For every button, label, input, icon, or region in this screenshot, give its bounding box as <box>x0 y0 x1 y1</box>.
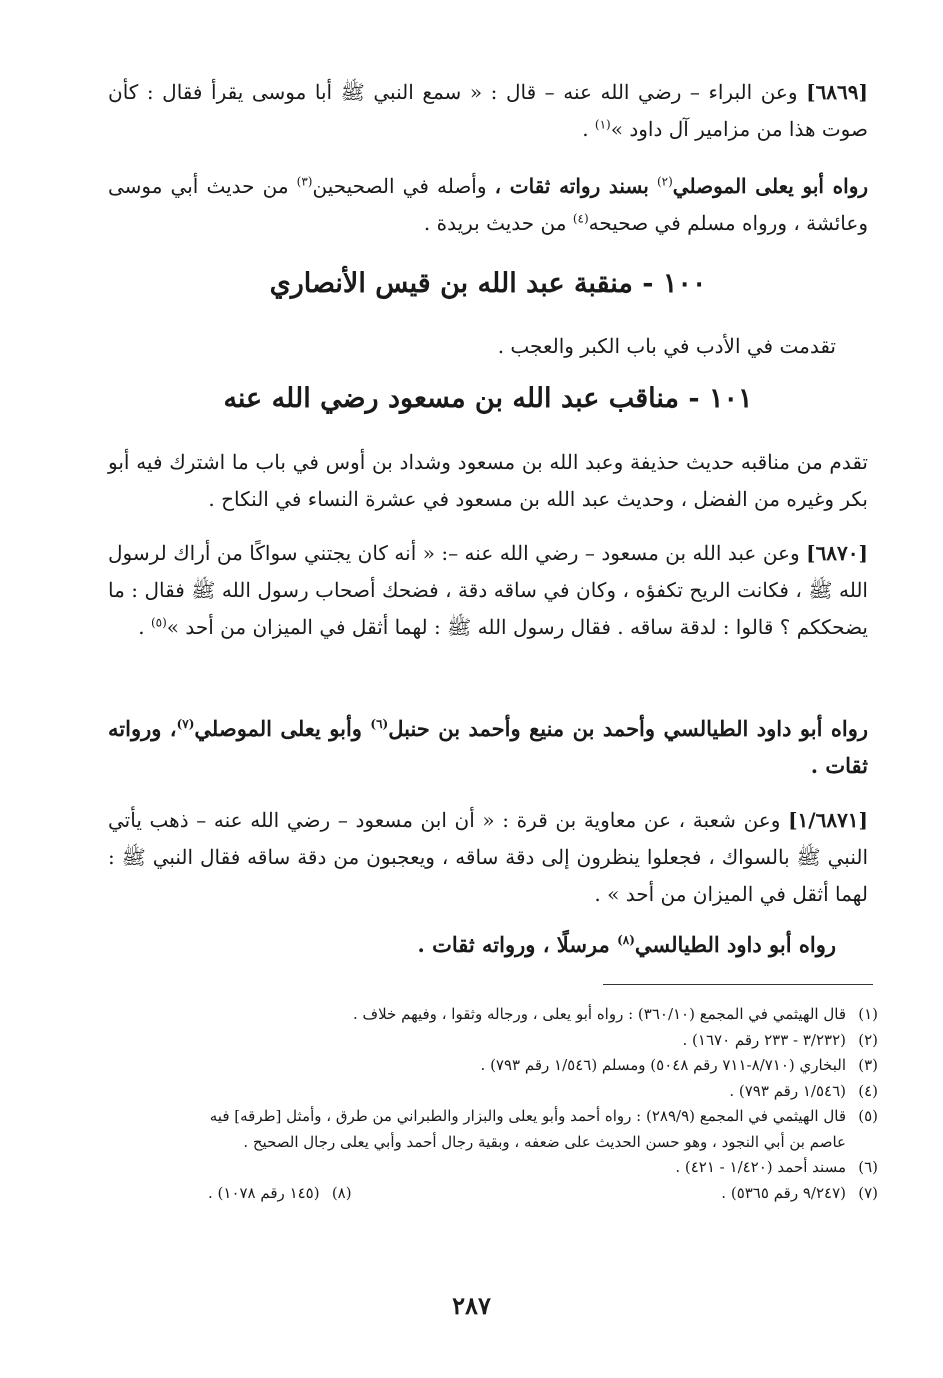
hadith-end: . <box>138 615 145 639</box>
footnote-continuation: عاصم بن أبي النجود ، وهو حسن الحديث على ضعفه ، وبقية رجال أحمد وأبي يعلى رجال الصحيح . <box>243 1132 846 1151</box>
hadith-text: وعن البراء – رضي الله عنه – قال : « سمع النبي ﷺ أبا موسى يقرأ فقال : كأن صوت هذا من مزامير آل داود » <box>108 80 868 141</box>
footnote-ref: (٤) <box>572 211 589 226</box>
footnote-text: (١٤٥ رقم ١٠٧٨) . <box>208 1183 320 1202</box>
hadith-text: وعن عبد الله بن مسعود – رضي الله عنه –: « أنه كان يجتني سواكًا من أراك لرسول الله ﷺ ، فكانت الريح تكفؤه ، وكان في ساقه دقة ، فضحك أصحاب رسول الله ﷺ فقال : ما يضحككم ؟ قالوا : لدقة ساقه . فقال رسول الله ﷺ : لهما أثقل في الميزان من أحد » <box>108 541 868 639</box>
footnote-ref: (٥) <box>150 615 167 630</box>
hadith-text: وعن شعبة ، عن معاوية بن قرة : « أن ابن مسعود – رضي الله عنه – ذهب يأتي النبي ﷺ بالسواك ، فجعلوا ينظرون إلى دقة ساقه ، ويعجبون من دقة ساقه فقال النبي ﷺ : لهما أثقل في الميزان من أحد » . <box>108 808 868 906</box>
hadith-number: [٦٨٦٩] <box>806 80 868 104</box>
footnote-1 <box>108 1002 878 1028</box>
footnote-6 <box>108 1155 878 1181</box>
footnote-number: (٨) <box>331 1183 352 1202</box>
footnote-separator <box>603 984 873 985</box>
takhrij-source: رواه أبو يعلى الموصلي <box>672 174 869 198</box>
footnote-text: (٣/٢٣٢ - ٢٣٣ رقم ١٦٧٠) . <box>682 1030 846 1049</box>
takhrij-6870 <box>108 710 868 784</box>
takhrij-6869 <box>108 168 868 242</box>
footnote-text: (١/٥٤٦ رقم ٧٩٣) . <box>729 1081 846 1100</box>
footnote-4 <box>108 1079 878 1105</box>
footnote-ref: (٣) <box>296 174 313 189</box>
hadith-6871 <box>108 802 868 913</box>
footnote-ref: (٢) <box>656 174 673 189</box>
footnote-2 <box>108 1028 878 1054</box>
footnote-text: قال الهيثمي في المجمع (٣٦٠/١٠) : رواه أبو يعلى ، ورجاله وثقوا ، وفيهم خلاف . <box>353 1005 846 1023</box>
takhrij-grade: مرسلًا ، ورواته ثقات . <box>417 932 610 957</box>
page-number: ٢٨٧ <box>452 1291 491 1320</box>
chapter-heading-101: ١٠١ - مناقب عبد الله بن مسعود رضي الله عنه <box>223 383 753 414</box>
footnote-text: (٩/٢٤٧ رقم ٥٣٦٥) . <box>721 1183 846 1202</box>
chapter-note: تقدمت في الأدب في باب الكبر والعجب . <box>497 334 836 358</box>
footnotes <box>108 1002 878 1206</box>
footnote-8 <box>208 1181 352 1207</box>
takhrij-source-2: وأبو يعلى الموصلي <box>194 716 362 741</box>
footnote-text: البخاري (٨/٧١٠-٧١١ رقم ٥٠٤٨) ومسلم (١/٥٤٦ رقم ٧٩٣) . <box>480 1056 846 1074</box>
takhrij-end: من حديث بريدة . <box>423 211 567 235</box>
takhrij-grade: ، ورواته ثقات . <box>108 716 868 778</box>
chapter-heading-100: ١٠٠ - منقبة عبد الله بن قيس الأنصاري <box>269 268 707 299</box>
footnote-number: (٢) <box>858 1030 878 1049</box>
footnote-number: (٤) <box>858 1081 878 1100</box>
footnote-ref: (١) <box>594 117 611 132</box>
takhrij-6871 <box>108 926 868 963</box>
footnote-7 <box>721 1181 878 1207</box>
footnote-ref: (٦) <box>370 717 389 731</box>
takhrij-grade: بسند رواته ثقات ، <box>494 174 649 198</box>
footnote-row-7-8 <box>108 1181 878 1207</box>
footnote-number: (١) <box>858 1005 878 1023</box>
hadith-number: [١/٦٨٧١] <box>788 808 869 832</box>
hadith-end: . <box>582 117 589 141</box>
takhrij-origin: وأصله في الصحيحين <box>312 174 487 198</box>
footnote-text: قال الهيثمي في المجمع (٢٨٩/٩) : رواه أحمد وأبو يعلى والبزار والطبراني من طرق ، وأمثل [طرقه] فيه <box>209 1107 846 1125</box>
footnote-5 <box>108 1104 878 1155</box>
takhrij-source: رواه أبو داود الطيالسي وأحمد بن منيع وأحمد بن حنبل <box>388 716 868 741</box>
footnote-number: (٧) <box>858 1183 878 1202</box>
hadith-6870 <box>108 535 868 646</box>
footnote-ref: (٨) <box>617 933 635 947</box>
takhrij-source: رواه أبو داود الطيالسي <box>634 932 836 957</box>
footnote-number: (٣) <box>858 1056 878 1074</box>
chapter-intro: تقدم من مناقبه حديث حذيفة وعبد الله بن مسعود وشداد بن أوس في باب ما اشترك فيه أبو بكر وغيره من الفضل ، وحديث عبد الله بن مسعود في عشرة النساء في النكاح . <box>108 450 868 511</box>
hadith-number: [٦٨٧٠] <box>806 541 868 565</box>
takhrij-detail: من حديث أبي موسى وعائشة ، ورواه مسلم في صحيحه <box>108 174 868 235</box>
footnote-3 <box>108 1053 878 1079</box>
hadith-6869 <box>108 74 868 148</box>
footnote-text: مسند أحمد (١/٤٢٠ - ٤٢١) . <box>675 1158 846 1176</box>
footnote-number: (٦) <box>858 1158 878 1176</box>
footnote-number: (٥) <box>858 1107 878 1125</box>
footnote-ref: (٧) <box>176 717 195 731</box>
